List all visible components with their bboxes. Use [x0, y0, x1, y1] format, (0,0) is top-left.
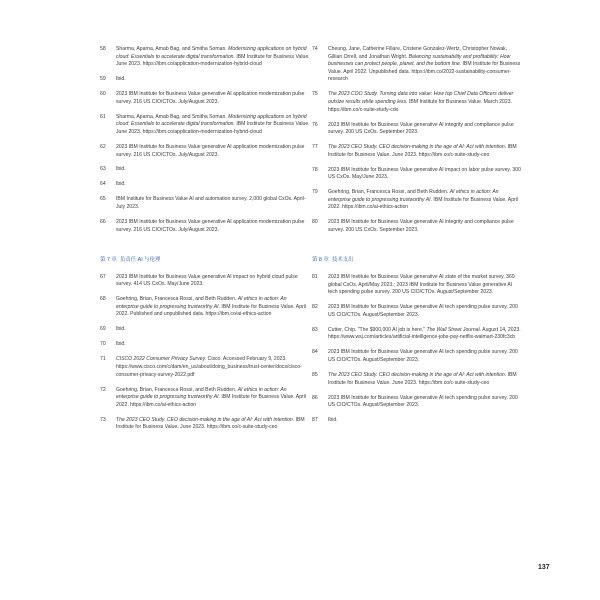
reference-text [328, 372, 522, 387]
reference-text [116, 417, 310, 432]
reference-detail: Ibid. [116, 181, 126, 188]
reference-text [328, 395, 522, 410]
reference-text [116, 114, 310, 137]
reference-detail: IBM Institute for Business Value. April 2022. Unpublished data. https://ibm.co/2022-sustainability-consumer-research [328, 61, 521, 83]
reference-number: 79 [312, 189, 318, 196]
reference-detail: Sharma, Aparna, Amab Bag, and Smitha Soman. [116, 113, 229, 120]
reference-detail: 2023 IBM Institute for Business Value generative AI state of the market survey. 369 global CxOs. April/May 2023.; 2023 IBM Institute for Business Value generative AI tech spending pulse survey. 200 US CIO/CTOs. August/September 2023. [328, 274, 515, 296]
reference-text [328, 46, 522, 84]
reference-number: 75 [312, 91, 318, 98]
reference-title: The 2023 CEO Study. CEO decision-making in the age of AI: Act with intention. [328, 371, 507, 378]
reference-detail: Goehring, Brian, Francesca Rossi, and Beth Rudden. [116, 296, 238, 303]
reference-item [312, 219, 522, 234]
reference-text [116, 196, 310, 211]
reference-text [116, 274, 310, 289]
reference-item [312, 417, 522, 425]
reference-item [100, 114, 310, 137]
reference-list [312, 46, 522, 242]
reference-item [100, 91, 310, 106]
reference-item [312, 395, 522, 410]
reference-detail: 2023 IBM Institute for Business Value generative AI impact on labor pulse survey. 300 US CxOs. May/June 2023. [328, 166, 521, 181]
reference-text [328, 122, 522, 137]
reference-item [100, 326, 310, 334]
reference-number: 78 [312, 166, 318, 173]
reference-item [100, 356, 310, 379]
reference-number: 66 [100, 219, 106, 226]
reference-detail: Cheung, Jane, Catherine Fillare, Cristene Gonzalez-Wertz, Christopher Nowak, Gillian Orrell, and Jonathan Wright. [328, 46, 508, 60]
reference-text [328, 91, 522, 114]
reference-number: 85 [312, 371, 318, 378]
reference-text [116, 46, 310, 69]
reference-title: AI ethics in action: An enterprise guide to progressing trustworthy AI. [328, 189, 499, 203]
reference-text [328, 167, 522, 182]
section-heading-chapter-7 [100, 255, 310, 263]
right-column [312, 46, 522, 432]
section-number: 第 7 章 [100, 256, 117, 263]
reference-item [312, 372, 522, 387]
reference-text [328, 274, 522, 297]
reference-number: 86 [312, 394, 318, 401]
reference-text [328, 304, 522, 319]
reference-text [116, 326, 310, 334]
reference-detail: IBM Institute for Business Value. June 2023. https://ibm.co/c-suite-study-ceo [328, 144, 517, 158]
reference-item [312, 189, 522, 212]
page-number: 137 [538, 564, 550, 571]
reference-item [100, 274, 310, 289]
reference-item [312, 327, 522, 342]
reference-item [100, 387, 310, 410]
reference-item [312, 274, 522, 297]
reference-item [100, 341, 310, 349]
reference-detail: 2023 IBM Institute for Business Value generative AI application modernization pulse survey. 216 US CIO/CTOs. July/August 2023. [116, 219, 305, 233]
reference-item [312, 349, 522, 364]
reference-title: The 2023 CEO Study. CEO decision-making in the age of AI: Act with intention. [328, 144, 507, 151]
reference-number: 71 [100, 356, 106, 363]
left-column [100, 46, 310, 439]
reference-item [100, 76, 310, 84]
reference-detail: Ibid. [116, 76, 126, 83]
reference-number: 62 [100, 143, 106, 150]
section-heading-chapter-8 [312, 255, 522, 263]
section-title: 负责任 AI 与伦理 [120, 256, 161, 263]
reference-detail: IBM Institute for Business Value. June 2023. https://ibm.co/application-modernization-hybrid-cloud [116, 121, 310, 135]
reference-item [312, 46, 522, 84]
reference-detail: August 14, 2023. https://www.wsj.com/articles/artificial-intelligence-jobs-pay-netflix-walmart-230fc3cb [328, 326, 521, 341]
reference-text [116, 91, 310, 106]
reference-title: CISCO 2022 Consumer Privacy Survey. [116, 356, 207, 363]
reference-title: The Wall Street Journal. [426, 326, 482, 333]
reference-item [312, 91, 522, 114]
reference-list [100, 46, 310, 242]
reference-detail: IBM Institute for Business Value. April 2022. Published and unpublished data. https://ibm.co/ai-ethics-action [116, 303, 306, 318]
reference-number: 84 [312, 349, 318, 356]
reference-text [116, 387, 310, 410]
reference-detail: IBM Institute for Business Value. April 2022. https://ibm.co/ai-ethics-action [328, 196, 518, 211]
reference-detail: Ibid. [116, 341, 126, 348]
reference-number: 60 [100, 91, 106, 98]
reference-detail: Goehring, Brian, Francesca Rossi, and Beth Rudden. [328, 189, 450, 196]
reference-number: 64 [100, 181, 106, 188]
reference-text [116, 181, 310, 189]
reference-text [116, 144, 310, 159]
reference-detail: IBM Institute for Business Value. June 2023. https://ibm.co/c-suite-study-ceo [116, 416, 305, 431]
reference-item [100, 219, 310, 234]
reference-text [328, 219, 522, 234]
reference-number: 80 [312, 219, 318, 226]
reference-detail: Ibid. [116, 326, 126, 333]
reference-number: 68 [100, 296, 106, 303]
reference-text [116, 296, 310, 319]
reference-detail: Cutter, Chip. "The $900,000 AI job is here." [328, 326, 427, 333]
reference-number: 67 [100, 273, 106, 280]
reference-item [100, 181, 310, 189]
reference-title: AI ethics in action: An enterprise guide to progressing trustworthy AI. [116, 296, 287, 310]
reference-number: 58 [100, 46, 106, 52]
reference-detail: 2023 IBM Institute for Business Value generative AI tech spending pulse survey. 200 US CIO/CTOs. August/September 2023. [328, 304, 518, 318]
reference-number: 63 [100, 166, 106, 173]
reference-detail: 2023 IBM Institute for Business Value generative AI tech spending pulse survey. 200 US CIO/CTOs. August/September 2023. [328, 394, 518, 409]
reference-title: Balancing sustainability and profitability: How businesses can protect people, planet, and the bottom line. [328, 53, 511, 68]
reference-number: 81 [312, 274, 318, 281]
reference-title: Modernizing applications on hybrid cloud: Essentials to accelerate digital transformation. [116, 46, 307, 60]
reference-detail: 2023 IBM Institute for Business Value generative AI tech spending pulse survey. 200 US CIO/CTOs. August/September 2023. [328, 349, 518, 363]
reference-text [116, 356, 310, 379]
reference-number: 77 [312, 144, 318, 151]
reference-item [100, 144, 310, 159]
reference-detail: IBM Institute for Business Value. April 2022. https://ibm.co/ai-ethics-action [116, 394, 306, 408]
reference-number: 76 [312, 121, 318, 128]
reference-text [116, 76, 310, 84]
reference-number: 70 [100, 341, 106, 348]
reference-item [312, 122, 522, 137]
reference-text [116, 166, 310, 174]
reference-title: AI ethics in action: An enterprise guide to progressing trustworthy AI. [116, 386, 287, 401]
reference-detail: 2023 IBM Institute for Business Value generative AI application modernization pulse survey. 216 US CIO/CTOs. July/August 2023. [116, 143, 305, 158]
reference-text [328, 189, 522, 212]
reference-item [312, 167, 522, 182]
reference-text [116, 219, 310, 234]
reference-detail: IBM Institute for Business Value. March 2023. https://ibm.co/c-suite-study-cdo [328, 98, 512, 113]
reference-detail: IBM Institute for Business Value. June 2023. https://ibm.co/application-modernization-hybrid-cloud [116, 53, 310, 68]
reference-number: 69 [100, 326, 106, 333]
reference-list [100, 274, 310, 440]
reference-detail: Cisco. Accessed February 9, 2023. https://www.cisco.com/c/dam/en_us/about/doing_business/trust-center/docs/cisco-consumer-privacy-survey-2022.pdf [116, 356, 302, 378]
reference-detail: IBM Institute for Business Value. June 2023. https://ibm.co/c-suite-study-ceo [328, 371, 517, 386]
reference-detail: IBM Institute for Business Value AI and automation survey. 2,000 global CxOs. April-July 2023. [116, 196, 306, 211]
reference-detail: 2023 IBM Institute for Business Value generative AI impact on hybrid cloud pulse survey. 414 US CxOs. May/June 2023. [116, 273, 298, 288]
reference-item [312, 304, 522, 319]
reference-text [328, 417, 522, 425]
reference-text [328, 327, 522, 342]
reference-detail: 2023 IBM Institute for Business Value generative AI integrity and compliance pulse survey. 200 US CxOs. September 2023. [328, 219, 514, 234]
reference-number: 74 [312, 46, 318, 52]
reference-item [100, 196, 310, 211]
reference-detail: Ibid. [116, 166, 126, 173]
section-title: 技术支出 [332, 257, 354, 264]
reference-number: 72 [100, 386, 106, 393]
section-number: 第 8 章 [312, 257, 329, 264]
reference-detail: Goehring, Brian, Francesca Rossi, and Beth Rudden. [116, 386, 238, 393]
reference-detail: 2023 IBM Institute for Business Value generative AI application modernization pulse survey. 216 US CIO/CTOs. July/August 2023. [116, 91, 305, 105]
reference-number: 87 [312, 417, 318, 424]
reference-number: 82 [312, 304, 318, 311]
reference-text [328, 144, 522, 159]
reference-detail: Sharma, Aparna, Amab Bag, and Smitha Soman. [116, 46, 229, 52]
reference-item [100, 46, 310, 69]
reference-item [312, 144, 522, 159]
reference-number: 83 [312, 326, 318, 333]
reference-item [100, 417, 310, 432]
reference-text [328, 349, 522, 364]
reference-list [312, 274, 522, 432]
reference-text [116, 341, 310, 349]
reference-number: 65 [100, 196, 106, 203]
reference-item [100, 166, 310, 174]
reference-item [100, 296, 310, 319]
reference-detail: Ibid. [328, 417, 338, 424]
reference-number: 61 [100, 113, 106, 120]
reference-title: Modernizing applications on hybrid cloud: Essentials to accelerate digital transformation. [116, 113, 307, 128]
reference-number: 59 [100, 76, 106, 83]
reference-title: The 2023 COO Study. Turning data into value: How top Chief Data Officers deliver outsize results while spending less. [328, 91, 514, 105]
reference-number: 73 [100, 416, 106, 423]
reference-detail: 2023 IBM Institute for Business Value generative AI integrity and compliance pulse survey. 200 US CxOs. September 2023. [328, 121, 514, 136]
reference-title: The 2023 CEO Study. CEO decision-making in the age of AI: Act with intention. [116, 416, 295, 423]
